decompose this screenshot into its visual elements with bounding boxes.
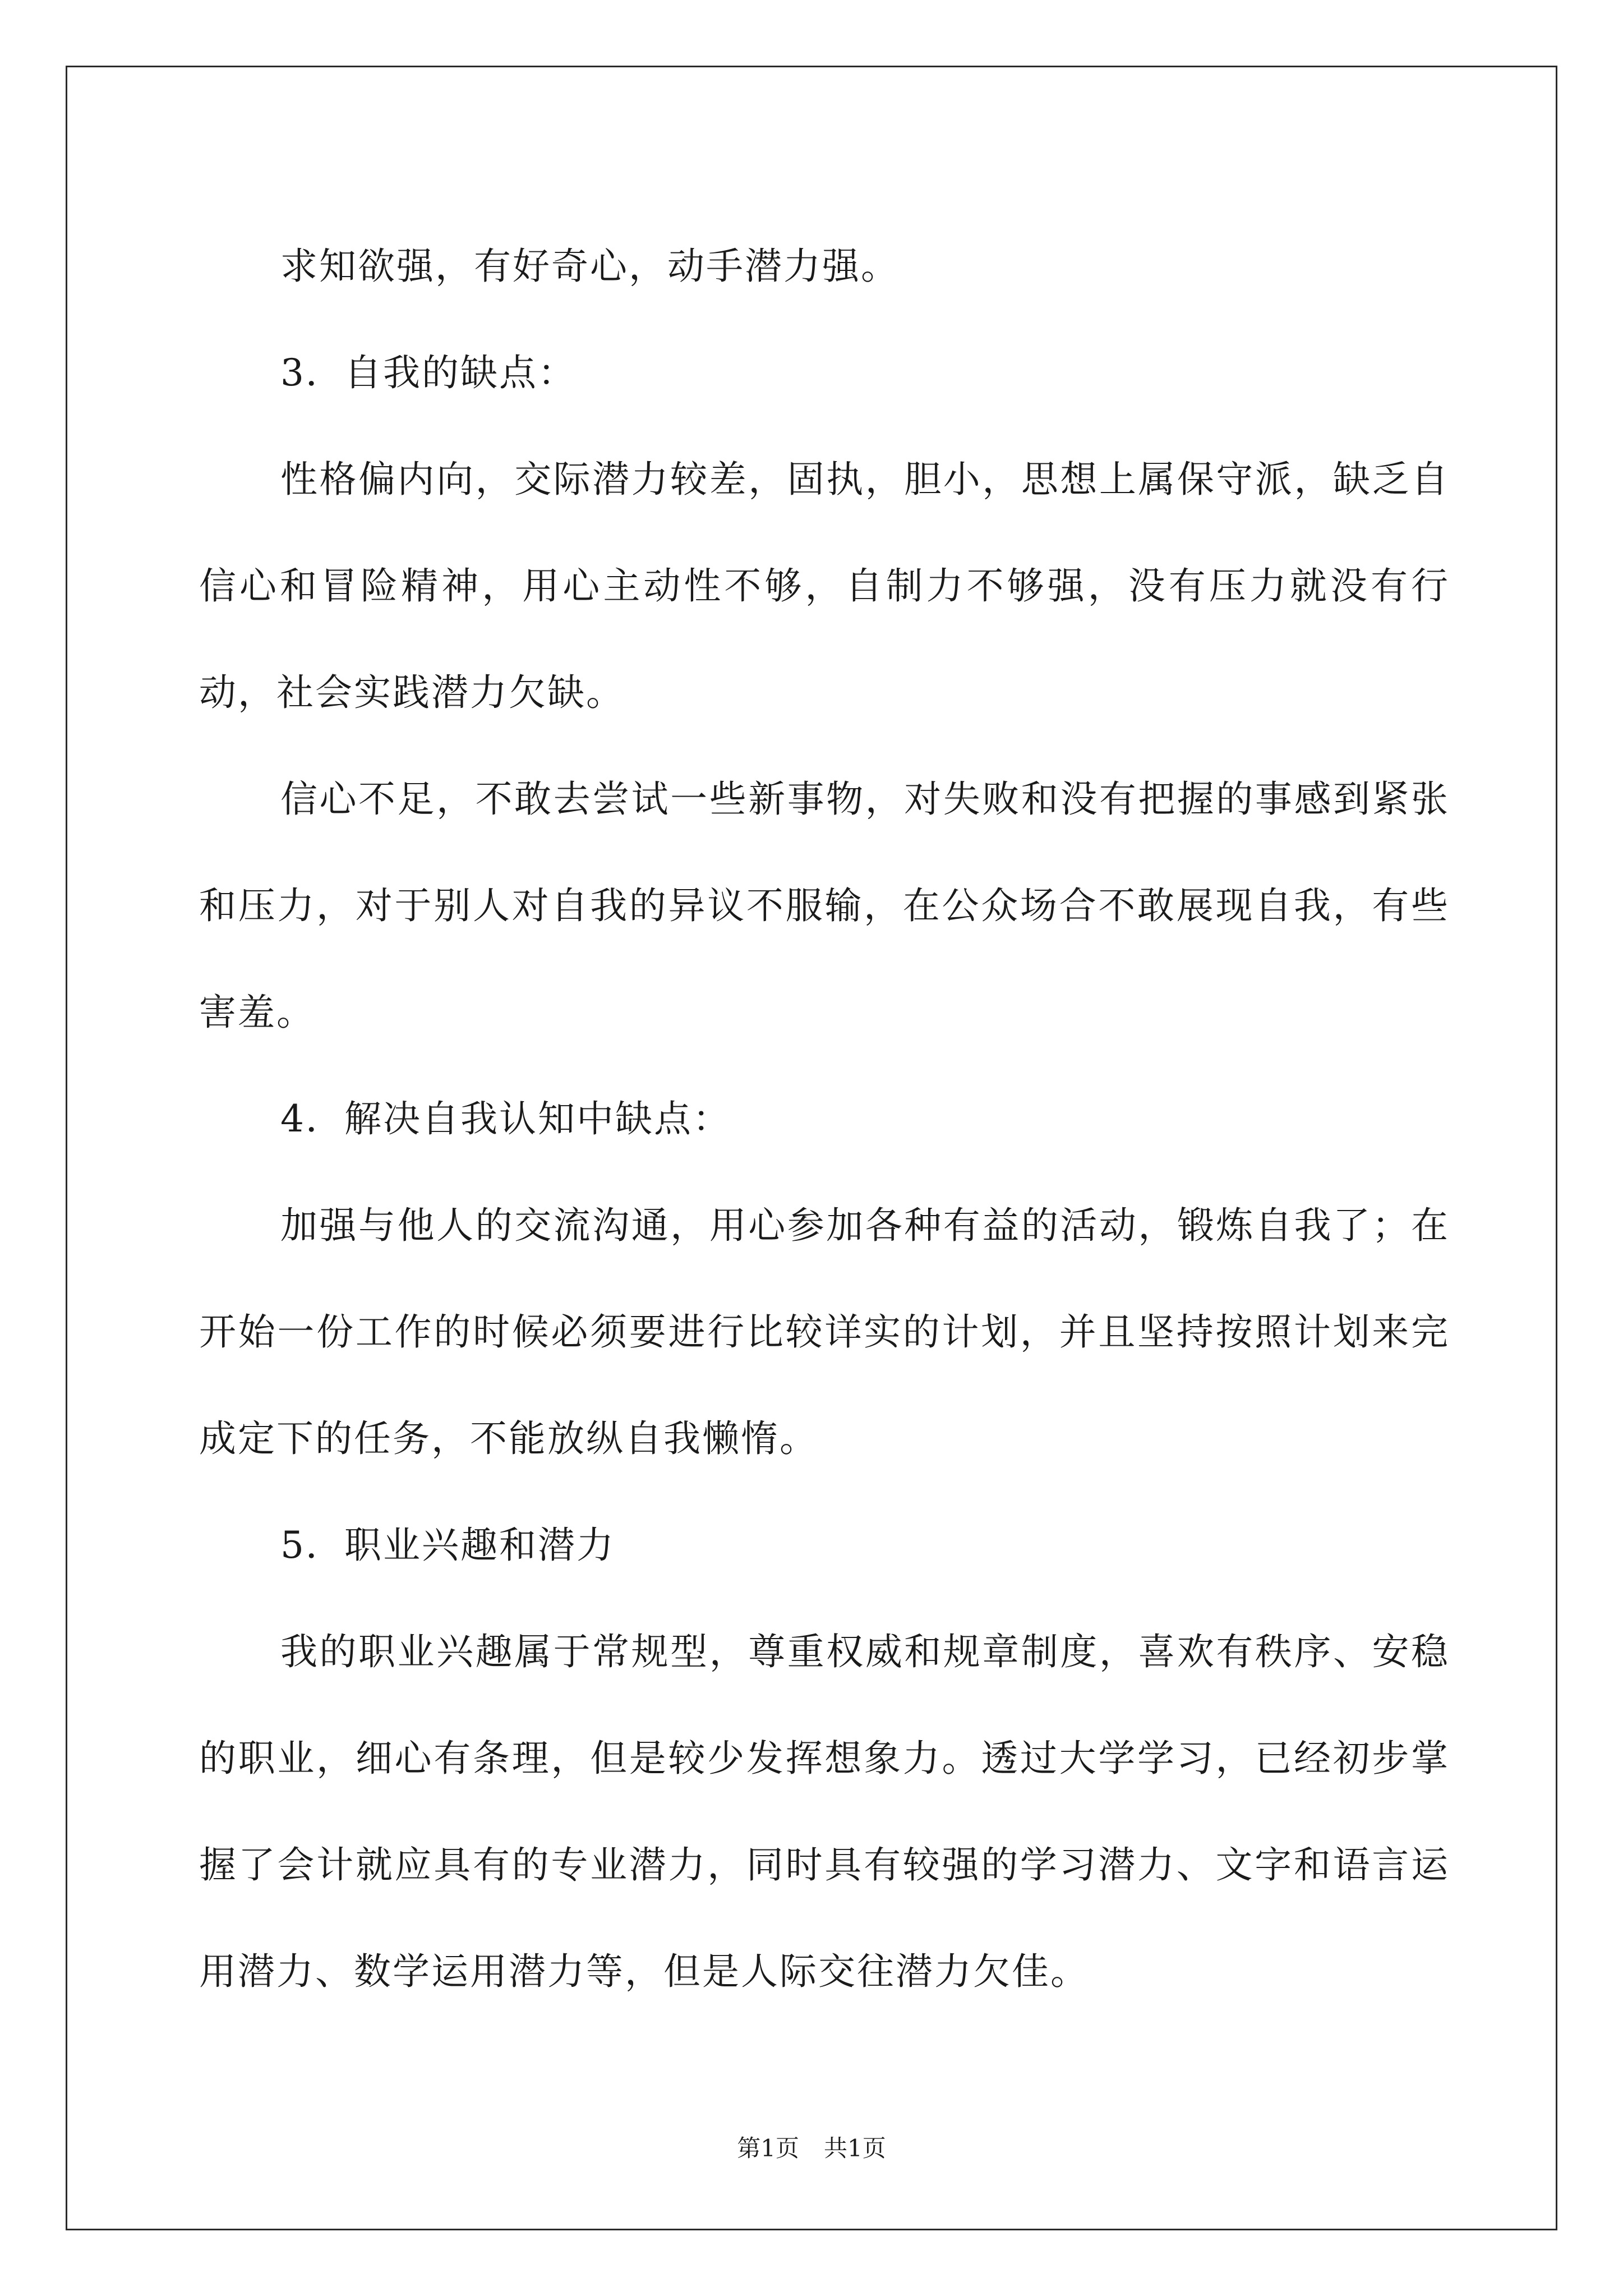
page-number: 第1页 [737, 2134, 799, 2162]
page-footer [0, 2132, 1623, 2165]
paragraph-confidence-weaknesses: 信心不足，不敢去尝试一些新事物，对失败和没有把握的事感到紧张和压力，对于别人对自我的异议不服输，在公众场合不敢展现自我，有些害羞。 [199, 777, 1450, 1034]
document-body [199, 213, 1450, 2025]
heading-solutions: 4．解决自我认知中缺点： [280, 1097, 731, 1140]
heading-weaknesses: 3．自我的缺点： [280, 351, 577, 394]
page-total: 共1页 [824, 2134, 886, 2162]
paragraph-solutions: 加强与他人的交流沟通，用心参加各种有益的活动，锻炼自我了；在开始一份工作的时候必须要进行比较详实的计划，并且坚持按照计划来完成定下的任务，不能放纵自我懒惰。 [199, 1204, 1450, 1460]
heading-career-interest: 5．职业兴趣和潜力 [280, 1524, 615, 1567]
paragraph-curiosity: 求知欲强，有好奇心，动手潜力强。 [280, 245, 900, 288]
paragraph-personality-weaknesses: 性格偏内向，交际潜力较差，固执，胆小，思想上属保守派，缺乏自信心和冒险精神，用心主动性不够，自制力不够强，没有压力就没有行动，社会实践潜力欠缺。 [199, 458, 1450, 714]
paragraph-career-interest: 我的职业兴趣属于常规型，尊重权威和规章制度，喜欢有秩序、安稳的职业，细心有条理，但是较少发挥想象力。透过大学学习，已经初步掌握了会计就应具有的专业潜力，同时具有较强的学习潜力、文字和语言运用潜力、数学运用潜力等，但是人际交往潜力欠佳。 [199, 1630, 1450, 1993]
